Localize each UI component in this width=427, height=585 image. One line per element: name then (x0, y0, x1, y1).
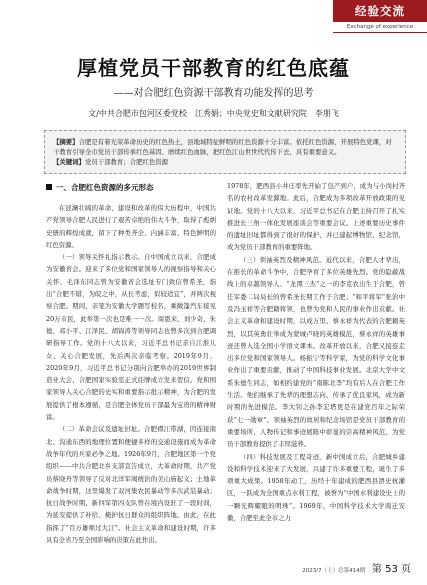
abstract-paragraph (53, 137, 397, 157)
article-authors: 文/中共合肥市包河区委党校 江秀娟；中央党史和文献研究院 李朋飞 (88, 109, 339, 118)
section-heading-text: 一、合肥红色资源的多元形态 (56, 183, 154, 192)
article-subtitle: ——对合肥红色资源干部教育功能发挥的思考 (113, 88, 314, 99)
column-subtitle-en: Exchange of experience (333, 22, 427, 33)
issue-date: 2023/7（上）总第414期 (302, 568, 366, 574)
abstract-box (44, 130, 406, 174)
keywords-line (53, 157, 397, 167)
paragraph: （二）革命会议及遗址旧址。合肥襟江带湖，因连接南北、沟通东西的地理位置和便捷多样的交通设施而成为革命战争年代的兵家必争之地。1926年9月，合肥地区第一个党组织——中共合肥北乡支部宣告成立，大革命时期，共产党员蔡晓舟等领导了反对北洋军阀统治的美山庙起义；土地革命战争时期，这里爆发了双河集农民暴动等多次武装暴动；抗日战争时期，新四军第四支队曾在境内设驻了一段时间，为延安提供了补给、掩护抗日群众的组织阵地。由此，在此指挥了“百万雄师过大江”。社会主义革命和建设时期，许多具有全省乃至全国影响的决策在此作出。 (46, 425, 216, 545)
paragraph: （四）科技发展及工程奇迹。新中国成立后，合肥城乡建设和科学技术迎来了大发展，兴建了许多重要工程，诞生了多项重大成果。1958年动工、历经十年建成的肥西县淠史杭灌区，一跃成为全国重点水利工程，被誉为“中国水利建设史上的一颗光辉耀眼的明珠”。1969年，中国科学技术大学南迁安徽，合肥至此全市之力 (227, 452, 405, 523)
abstract-label: 【摘要】 (53, 138, 79, 146)
paragraph: 1978年，肥西县小井庄率先开始了包产到户，成为与小岗村齐名的农村改革发源地。此后，合肥成为多项改革开放政策的见证地。党的十八大以来，习近平总书记在合肥主持召开了扎实推进长三角一体化发展座谈会等重要会议。上述重要历史事件的遗址旧址都得到了很好的保护，并已建起博物馆、纪念馆，成为党员干部教育的重要阵地。 (227, 182, 405, 252)
page-footer (302, 560, 411, 575)
paragraph: （三）领袖英烈及精神风范。近代以来，合肥人才辈出，在推长的革命斗争中，合肥孕育了多位英雄先烈。党的隐蔽战线上的卓越领导人、“龙潭三杰”之一的李克农出生于合肥，曾任军委二局局长的曾希圣长期工作于合肥；“和平将军”张治中及冯玉祥等合肥籍将领，也曾为党和人民的事业作出贡献。社会主义革命和建设时期，以成万里、蔡永祥为代表的合肥籍英烈，以其英勇壮举成为蒙城卢晓的英雄模范，蔡永祥的英雄事迹还曾入选全国小学语文课本。改革开放以来，合肥又接连走出多位党和国家领导人。杨振宁等科学家，为党的科学文化事业作出了重要贡献，推动了中国科技事业发展。北京大学中文系朱德生同志，如相约建党的“南陈北李”均有后人在合肥工作生活。他们继承了先辈的理想志向、传承了优良家风，成为新时期的先进模范。李大钊之孙李宏塔更是在建党百年之际荣获“七一勋章”。领袖英烈的故居和纪念场馆是党员干部教育的重要场所，人物传记和事迹展陈中彰显的崇高精神风范，为党员干部教育提供了丰厚滋养。 (227, 255, 405, 449)
left-column (46, 180, 216, 546)
paragraph: （一）领导关怀礼指示教示。自中国成立以来，合肥成为安徽省会。迎来了多位党和国家领导人的视察指导和关心关怀。毛泽东同志曾为安徽省会选址专门致信曾希圣，指出“合肥不错，为皖之中，从长考虑，似较适宜”，并两次视察合肥。期间，亲笔为安徽大学题写校名，乘敞篷汽车接见20万市民，此举第一次也是唯一一次。周恩来、刘少奇、朱德、邓小平、江泽民、胡锦涛等领导同志也曾多次到合肥调研指导工作。党的十八大以来，习近平总书记亲自江淮儿女、关心合肥发展，先后两次亲临考察。2019年9月、2020年9月，习近平总书记分别向合肥举办的2019世界制造业大会、合肥国家实验室正式挂牌成立发来贺信。党和国家领导人关心合肥的史实和重要指示批示精神，为合肥的发展提供了根本遵循，是合肥全体党员干部最为宝贵的精神财富。 (46, 253, 216, 422)
page-number: 第 53 页 (371, 564, 411, 575)
abstract-text: 合肥是有着光荣革命历史的红色热土，县地域特征鲜明的红色资源十分丰富。依托红色资源，开展特色党课，对干教育引导全市党员干部传承红色基因、磨续红色血脉，把红色江山世世代代传下去，具有重要意义。 (53, 138, 392, 156)
square-bullet-icon (46, 184, 52, 190)
paragraph: 在波澜壮阔的革命、建设和改革的伟大历程中，中国共产党领导合肥人民进行了艰苦卓绝的伟大斗争，取得了彪炳史册的辉煌成就，留下了种类齐全、内涵丰富、特色鲜明的红色资源。 (46, 204, 216, 249)
keywords-label: 【关键词】 (53, 158, 85, 166)
column-header (333, 0, 427, 33)
column-title: 经验交流 (333, 0, 427, 22)
article-title: 厚植党员干部教育的红色底蕴 (77, 56, 350, 80)
right-column (227, 180, 405, 524)
section-heading (46, 182, 216, 194)
keywords-text: 党员干部教育；合肥红色资源 (84, 158, 169, 166)
